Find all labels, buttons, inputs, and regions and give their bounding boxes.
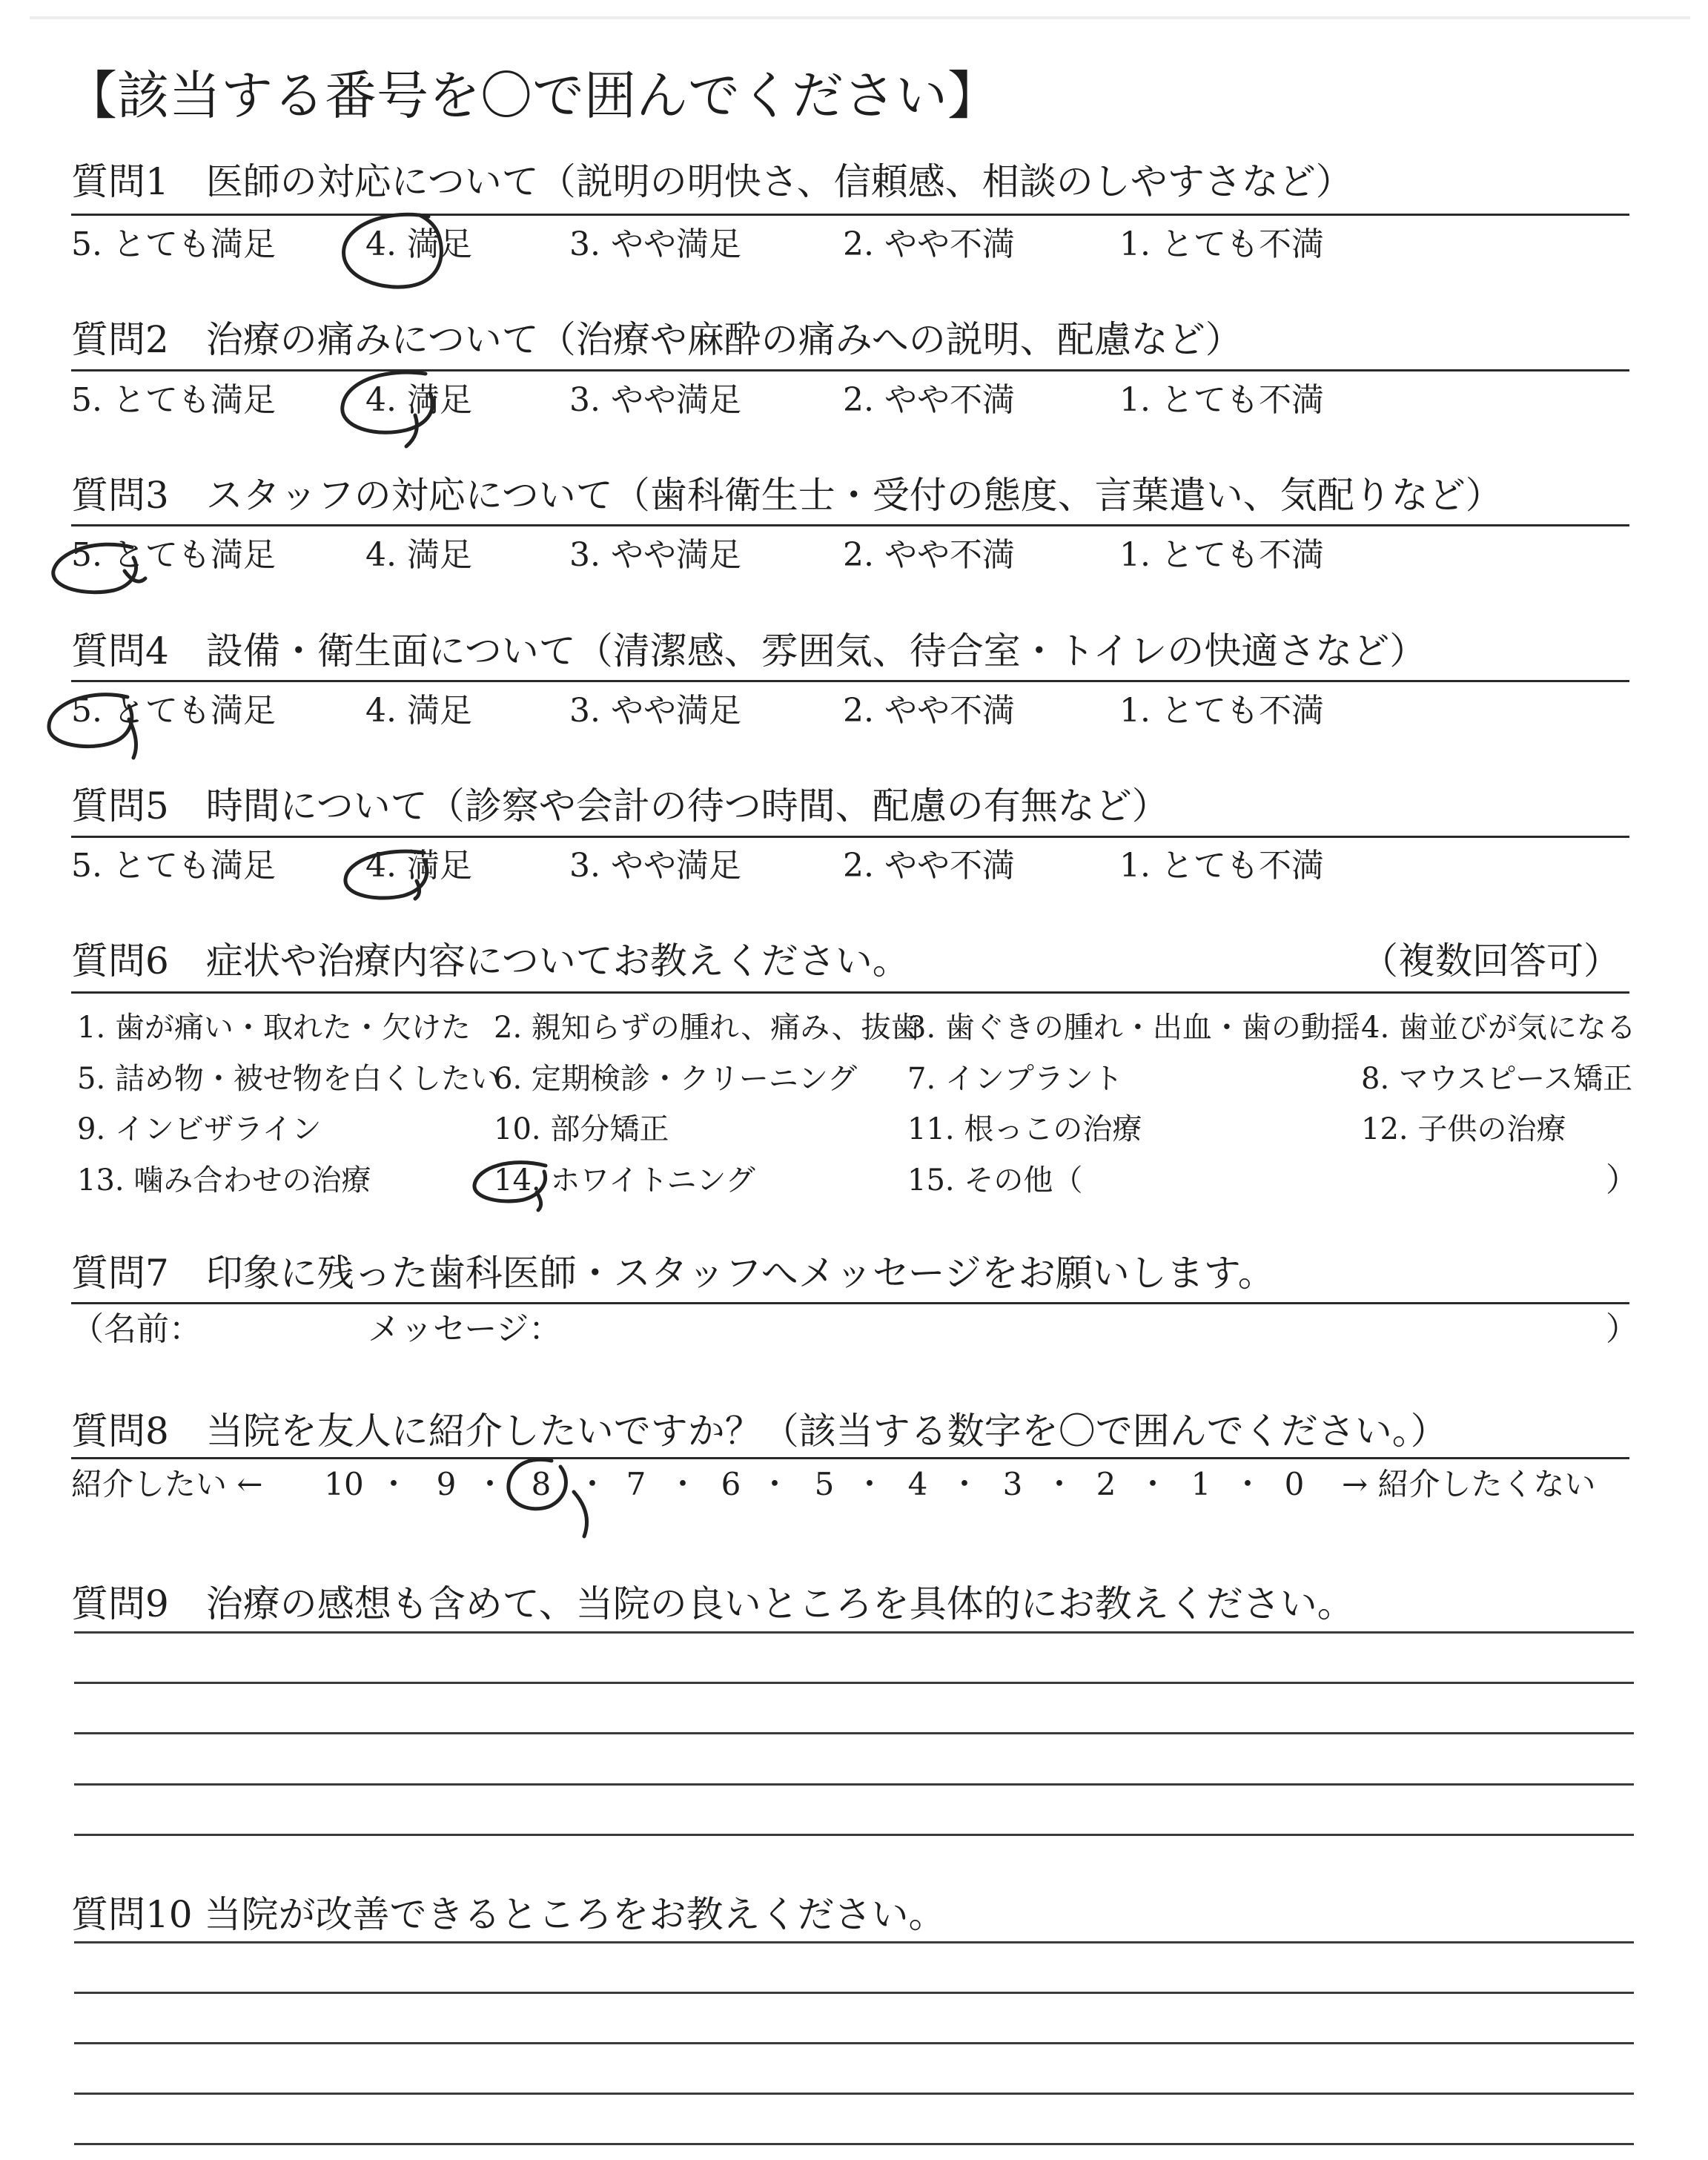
q6-option-7[interactable]: 7. インプラント <box>907 1062 1123 1096</box>
scale-separator: ・ <box>854 1466 886 1502</box>
q2-option-5[interactable]: 5. とても満足 <box>71 381 276 419</box>
page-title: 【該当する番号を〇で囲んでください】 <box>65 65 999 126</box>
q3-option-4[interactable]: 4. 満足 <box>365 536 472 574</box>
scale-3[interactable]: 3 <box>1002 1466 1023 1502</box>
scale-separator: ・ <box>1232 1466 1264 1502</box>
answer-line <box>74 2093 1634 2095</box>
q6-option-13[interactable]: 13. 噛み合わせの治療 <box>77 1163 371 1198</box>
q5-option-2[interactable]: 2. やや不満 <box>843 847 1015 885</box>
scale-0[interactable]: 0 <box>1284 1466 1305 1502</box>
scale-separator: ・ <box>378 1466 410 1502</box>
scale-9[interactable]: 9 <box>436 1466 457 1502</box>
q6-option-11[interactable]: 11. 根っこの治療 <box>907 1112 1142 1146</box>
q7-close-paren: ） <box>1606 1310 1638 1348</box>
q6-option-6[interactable]: 6. 定期検診・クリーニング <box>494 1062 858 1096</box>
question-6-title: 質問6 症状や治療内容についてお教えください。 <box>71 939 910 982</box>
scale-separator: ・ <box>1137 1466 1169 1502</box>
q3-option-5[interactable]: 5. とても満足 <box>71 536 276 574</box>
q1-option-3[interactable]: 3. やや満足 <box>569 225 741 263</box>
scale-separator: ・ <box>1044 1466 1076 1502</box>
question-6-note: （複数回答可） <box>1361 939 1621 982</box>
q2-option-1[interactable]: 1. とても不満 <box>1119 381 1324 419</box>
q6-option-1[interactable]: 1. 歯が痛い・取れた・欠けた <box>77 1011 471 1045</box>
q6-option-9[interactable]: 9. インビザライン <box>77 1112 322 1146</box>
q6-option-10[interactable]: 10. 部分矯正 <box>494 1112 669 1146</box>
q4-option-3[interactable]: 3. やや満足 <box>569 692 741 730</box>
scale-4[interactable]: 4 <box>907 1466 928 1502</box>
scale-left-label: 紹介したい ← <box>71 1466 263 1502</box>
answer-line <box>74 1992 1634 1994</box>
answer-line <box>74 1783 1634 1786</box>
question-5-title: 質問5 時間について（診察や会計の待つ時間、配慮の有無など） <box>71 785 1169 828</box>
q2-option-3[interactable]: 3. やや満足 <box>569 381 741 419</box>
q5-option-5[interactable]: 5. とても満足 <box>71 847 276 885</box>
scale-2[interactable]: 2 <box>1096 1466 1116 1502</box>
scale-6[interactable]: 6 <box>721 1466 741 1502</box>
scale-1[interactable]: 1 <box>1191 1466 1211 1502</box>
q2-option-4[interactable]: 4. 満足 <box>365 381 472 419</box>
question-2-title: 質問2 治療の痛みについて（治療や麻酔の痛みへの説明、配慮など） <box>71 318 1242 361</box>
q1-option-5[interactable]: 5. とても満足 <box>71 225 276 263</box>
question-4-title: 質問4 設備・衛生面について（清潔感、雰囲気、待合室・トイレの快適さなど） <box>71 630 1427 673</box>
q6-option-8[interactable]: 8. マウスピース矯正 <box>1361 1062 1633 1096</box>
question-7-title: 質問7 印象に残った歯科医師・スタッフへメッセージをお願いします。 <box>71 1252 1275 1295</box>
q5-option-1[interactable]: 1. とても不満 <box>1119 847 1324 885</box>
question-3-rule <box>71 524 1629 526</box>
scale-separator: ・ <box>577 1466 609 1502</box>
question-1-title: 質問1 医師の対応について（説明の明快さ、信頼感、相談のしやすさなど） <box>71 160 1353 203</box>
q2-option-2[interactable]: 2. やや不満 <box>843 381 1015 419</box>
question-6-rule <box>71 991 1629 994</box>
question-8-rule <box>71 1457 1629 1459</box>
q6-other-close-paren: ） <box>1606 1161 1638 1199</box>
question-5-rule <box>71 836 1629 838</box>
q4-option-4[interactable]: 4. 満足 <box>365 692 472 730</box>
question-3-title: 質問3 スタッフの対応について（歯科衛生士・受付の態度、言葉遣い、気配りなど） <box>71 474 1503 517</box>
question-9-title: 質問9 治療の感想も含めて、当院の良いところを具体的にお教えください。 <box>71 1582 1354 1625</box>
q3-option-2[interactable]: 2. やや不満 <box>843 536 1015 574</box>
q7-name-label: （名前： <box>71 1310 202 1348</box>
scale-separator: ・ <box>474 1466 506 1502</box>
q2-tail-mark <box>406 415 417 446</box>
q3-option-3[interactable]: 3. やや満足 <box>569 536 741 574</box>
q7-message-label: メッセージ： <box>368 1310 562 1348</box>
answer-line <box>74 2143 1634 2145</box>
scale-5[interactable]: 5 <box>814 1466 835 1502</box>
q1-option-4[interactable]: 4. 満足 <box>365 225 472 263</box>
q6-option-5[interactable]: 5. 詰め物・被せ物を白くしたい <box>77 1062 500 1096</box>
scale-8[interactable]: 8 <box>531 1466 552 1502</box>
q1-option-1[interactable]: 1. とても不満 <box>1119 225 1324 263</box>
scale-10[interactable]: 10 <box>324 1466 364 1502</box>
scan-top-edge <box>30 16 1690 19</box>
q5-option-3[interactable]: 3. やや満足 <box>569 847 741 885</box>
q1-option-2[interactable]: 2. やや不満 <box>843 225 1015 263</box>
scale-7[interactable]: 7 <box>626 1466 646 1502</box>
answer-line <box>74 1941 1634 1943</box>
answer-line <box>74 1834 1634 1836</box>
answer-line <box>74 1732 1634 1734</box>
q6-option-14[interactable]: 14. ホワイトニング <box>494 1163 755 1198</box>
q6-option-15[interactable]: 15. その他（ <box>907 1163 1083 1198</box>
scale-separator: ・ <box>949 1466 981 1502</box>
question-4-rule <box>71 680 1629 682</box>
q4-option-1[interactable]: 1. とても不満 <box>1119 692 1324 730</box>
scale-separator: ・ <box>759 1466 791 1502</box>
q6-option-3[interactable]: 3. 歯ぐきの腫れ・出血・歯の動揺 <box>907 1011 1360 1045</box>
answer-line <box>74 1631 1634 1634</box>
question-7-rule <box>71 1302 1629 1304</box>
q6-option-12[interactable]: 12. 子供の治療 <box>1361 1112 1566 1146</box>
answer-line <box>74 1682 1634 1684</box>
question-8-title: 質問8 当院を友人に紹介したいですか？（該当する数字を〇で囲んでください。） <box>71 1410 1448 1453</box>
answer-line <box>74 2042 1634 2044</box>
q6-option-2[interactable]: 2. 親知らずの腫れ、痛み、抜歯 <box>494 1011 921 1045</box>
q4-option-2[interactable]: 2. やや不満 <box>843 692 1015 730</box>
q3-option-1[interactable]: 1. とても不満 <box>1119 536 1324 574</box>
q6-option-4[interactable]: 4. 歯並びが気になる <box>1361 1011 1636 1045</box>
scale-right-label: → 紹介したくない <box>1342 1466 1596 1502</box>
question-1-rule <box>71 214 1629 216</box>
question-10-title: 質問10 当院が改善できるところをお教えください。 <box>71 1893 946 1936</box>
q5-option-4[interactable]: 4. 満足 <box>365 847 472 885</box>
question-2-rule <box>71 369 1629 371</box>
scale-separator: ・ <box>667 1466 699 1502</box>
q4-option-5[interactable]: 5. とても満足 <box>71 692 276 730</box>
